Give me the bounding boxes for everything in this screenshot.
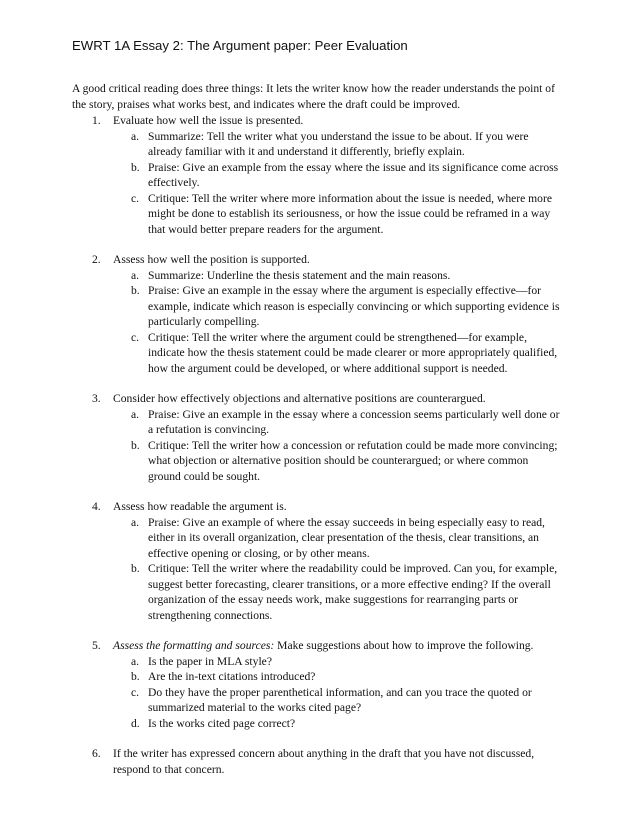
item-number: 5. xyxy=(92,639,101,652)
item-number: 6. xyxy=(92,747,101,760)
sub-item-letter: c. xyxy=(131,685,140,699)
item-number: 1. xyxy=(92,114,101,127)
sub-item xyxy=(0,330,638,377)
list-item xyxy=(0,746,638,777)
sub-item-text: Critique: Tell the writer how a concession or refutation could be made more convincing; what objection or alternative position should be counterargued; or where common ground could be sought. xyxy=(148,438,558,483)
sub-item-text: Is the works cited page correct? xyxy=(148,716,296,730)
list-item xyxy=(0,113,638,237)
list-item-text xyxy=(0,499,638,515)
list-item-text xyxy=(0,746,638,777)
list-item xyxy=(0,252,638,376)
sub-item-letter: b. xyxy=(131,438,140,452)
item-text: Assess how readable the argument is. xyxy=(113,500,287,513)
sub-item-letter: b. xyxy=(131,284,140,297)
sub-item xyxy=(0,515,638,562)
item-text: Evaluate how well the issue is presented. xyxy=(113,114,304,127)
sub-item-letter: c. xyxy=(131,191,140,205)
sub-item-letter: d. xyxy=(131,716,140,730)
sub-item xyxy=(0,283,638,330)
page-title: EWRT 1A Essay 2: The Argument paper: Peer Evaluation xyxy=(72,38,408,53)
sub-item-letter: a. xyxy=(131,129,140,143)
sub-item-text: Praise: Give an example in the essay where the argument is especially effective—for example, indicate which reason is especially convincing or which supporting evidence is particularly compelling. xyxy=(148,284,560,328)
list-item xyxy=(0,499,638,623)
sub-item-text: Praise: Give an example of where the essay succeeds in being especially easy to read, either in its overall organization, clear presentation of the thesis, clear transitions, an effective opening or closing, or by other means. xyxy=(148,515,545,560)
intro-paragraph: A good critical reading does three things: It lets the writer know how the reader understands the point of the story, praises what works best, and indicates where the draft could be improved. xyxy=(72,82,555,111)
list-item xyxy=(0,391,638,484)
sub-item xyxy=(0,160,638,191)
sub-item xyxy=(0,191,638,238)
sub-item-letter: a. xyxy=(131,515,140,529)
list-item xyxy=(0,638,638,731)
sub-item xyxy=(0,268,638,284)
item-number: 3. xyxy=(92,392,101,405)
sub-item-text: Critique: Tell the writer where the readability could be improved. Can you, for example, suggest better forecasting, clearer transitions, or a more effective ending? If the overall organization of the essay needs work, make suggestions for rearranging parts or strengthening connections. xyxy=(148,562,558,622)
sub-item-text: Is the paper in MLA style? xyxy=(148,654,272,668)
sub-item-text: Praise: Give an example in the essay where a concession seems particularly well done or a refutation is convincing. xyxy=(148,407,560,436)
list-item-text xyxy=(0,113,638,129)
item-text: Consider how effectively objections and alternative positions are counterargued. xyxy=(113,392,486,405)
list-item-text xyxy=(0,391,638,407)
sub-item-text: Do they have the proper parenthetical information, and can you trace the quoted or summarized material to the works cited page? xyxy=(148,685,532,714)
sub-item xyxy=(0,438,638,485)
sub-item xyxy=(0,685,638,716)
sub-item-text: Summarize: Tell the writer what you understand the issue to be about. If you were already familiar with it and understand it differently, briefly explain. xyxy=(148,129,529,158)
sub-item-text: Critique: Tell the writer where more information about the issue is needed, where more might be done to establish its seriousness, or how the issue could be reframed in a way that would better prepare readers for the argument. xyxy=(148,191,552,236)
sub-item-letter: b. xyxy=(131,670,140,683)
sub-item xyxy=(0,561,638,623)
item-text: Assess how well the position is supported. xyxy=(113,253,310,266)
sub-item xyxy=(0,654,638,670)
sub-item xyxy=(0,129,638,160)
sub-item-letter: a. xyxy=(131,407,140,421)
item-italic-lead: Assess the formatting and sources: xyxy=(113,639,275,652)
evaluation-list xyxy=(0,113,638,792)
sub-item-letter: a. xyxy=(131,654,140,668)
list-item-text xyxy=(0,638,638,654)
item-number: 2. xyxy=(92,253,101,266)
sub-item-text: Critique: Tell the writer where the argument could be strengthened—for example, indicate how the thesis statement could be made clearer or more appropriately qualified, how the argument could be developed, or where additional support is needed. xyxy=(148,330,558,375)
sub-item xyxy=(0,407,638,438)
sub-item-text: Summarize: Underline the thesis statement and the main reasons. xyxy=(148,268,451,282)
list-item-text xyxy=(0,252,638,268)
sub-item-letter: b. xyxy=(131,562,140,575)
sub-item-text: Praise: Give an example from the essay where the issue and its significance come across effectively. xyxy=(148,160,559,189)
sub-item-letter: c. xyxy=(131,330,140,344)
item-text: Make suggestions about how to improve the following. xyxy=(274,639,534,652)
item-text: If the writer has expressed concern about anything in the draft that you have not discussed, respond to that concern. xyxy=(113,747,535,776)
sub-item-text: Are the in-text citations introduced? xyxy=(148,670,316,683)
item-number: 4. xyxy=(92,500,101,513)
sub-item xyxy=(0,669,638,685)
sub-item-letter: a. xyxy=(131,268,140,282)
sub-item xyxy=(0,716,638,732)
sub-item-letter: b. xyxy=(131,160,140,174)
